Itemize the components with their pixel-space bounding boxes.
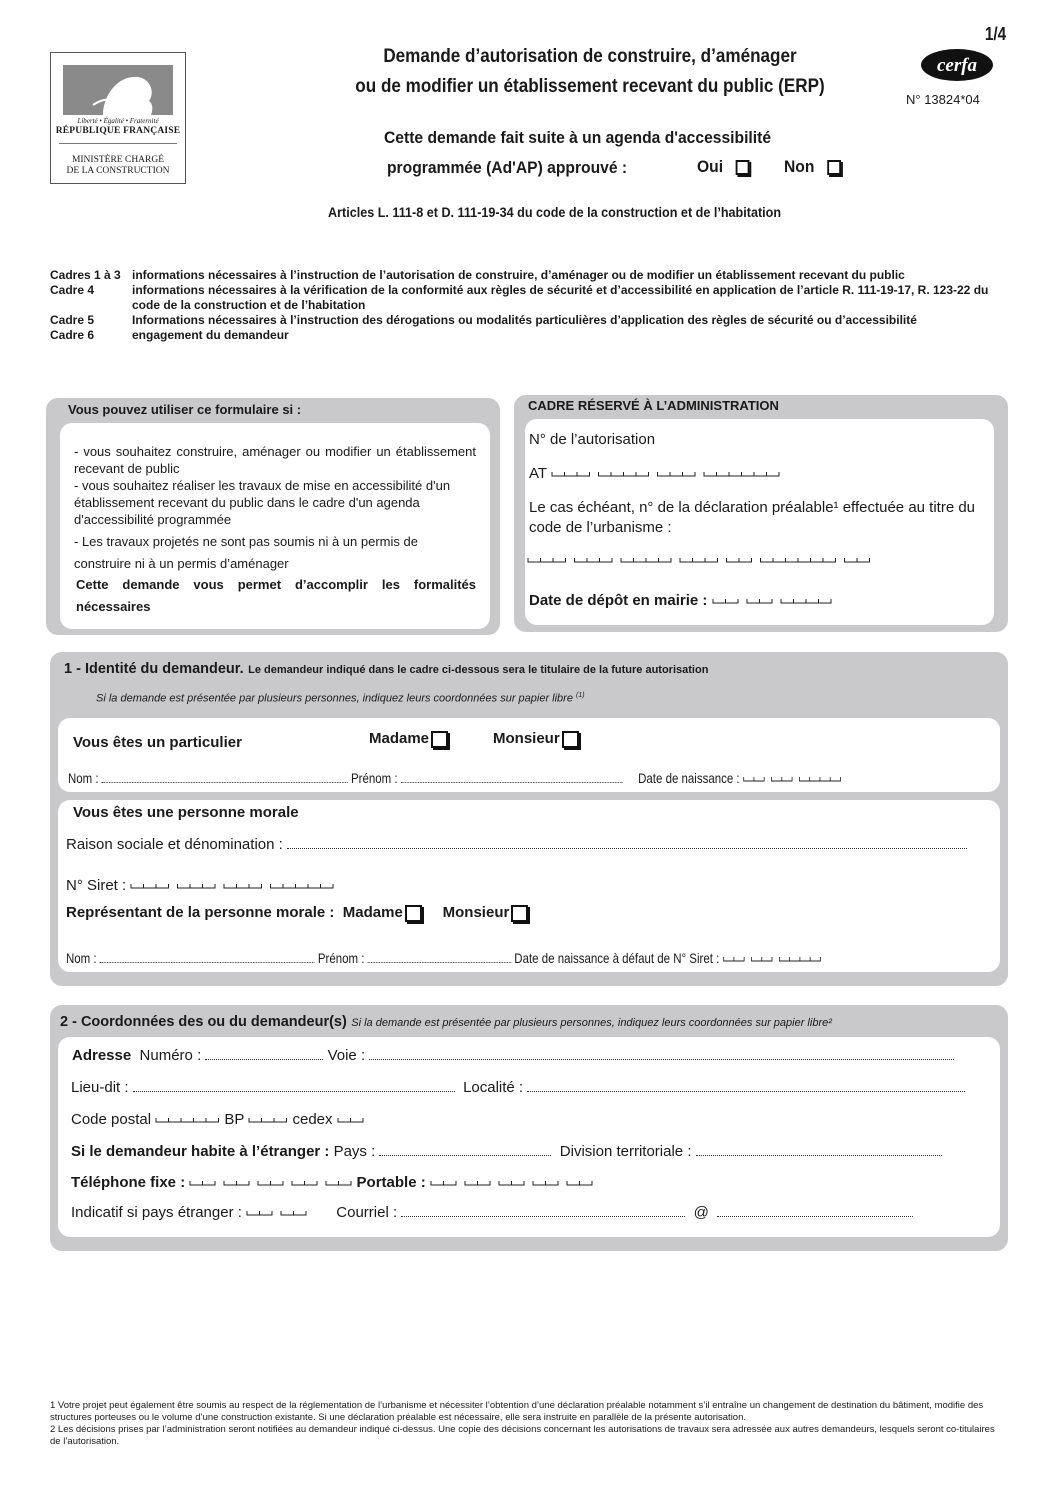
- char-cell: [477, 1181, 490, 1185]
- char-cell: [621, 558, 634, 562]
- adap-oui-checkbox[interactable]: [736, 160, 750, 175]
- morale-madame-label: Madame: [342, 904, 403, 921]
- division-field[interactable]: [696, 1145, 942, 1156]
- char-cell: [224, 884, 237, 888]
- telephone-row: [71, 1174, 593, 1191]
- footnote-2: 2 Les décisions prises par l’administration seront notifiées au demandeur indiqué ci-dessus. Une copie des décisions concernant les autorisations de travaux sera adressée aux autres demandeurs, lesquels seront co-titulaires de l’autorisation.: [50, 1424, 995, 1447]
- char-cell: [260, 1211, 273, 1215]
- char-cell: [249, 884, 262, 888]
- morale-nom-label: Nom :: [66, 950, 97, 966]
- particulier-nom-row: [68, 770, 841, 786]
- division-label: Division territoriale :: [559, 1143, 692, 1160]
- particulier-nom-field[interactable]: [102, 772, 348, 783]
- char-cell: [271, 884, 284, 888]
- char-cell: [292, 1181, 305, 1185]
- courriel-label: Courriel :: [336, 1204, 398, 1221]
- section1-header: [64, 660, 708, 678]
- char-cell: [646, 558, 659, 562]
- char-cell: [564, 472, 577, 476]
- char-cell: [747, 599, 760, 603]
- char-cell: [274, 1118, 287, 1122]
- char-cell: [713, 599, 726, 603]
- char-cell: [823, 558, 836, 562]
- morale-representant-row: [66, 904, 528, 922]
- logo-republic: RÉPUBLIQUE FRANÇAISE: [55, 126, 181, 136]
- usage-title: Vous pouvez utiliser ce formulaire si :: [68, 402, 302, 417]
- republic-logo: [50, 52, 186, 184]
- char-cell: [704, 472, 717, 476]
- section2-panel: [50, 1005, 1008, 1251]
- section1-panel: [50, 652, 1008, 986]
- morale-raison-field[interactable]: [287, 838, 967, 849]
- char-cell: [793, 599, 806, 603]
- codepostal-boxes[interactable]: [155, 1111, 220, 1128]
- particulier-nom-label: Nom :: [68, 770, 99, 786]
- char-cell: [431, 1181, 444, 1185]
- char-cell: [771, 777, 781, 781]
- localite-field[interactable]: [527, 1081, 965, 1092]
- char-cell: [818, 599, 831, 603]
- char-cell: [786, 558, 799, 562]
- section1-title: 1 - Identité du demandeur.: [64, 661, 244, 677]
- char-cell: [761, 957, 771, 961]
- char-cell: [761, 558, 774, 562]
- courriel-at-sign: @: [693, 1204, 709, 1221]
- char-cell: [262, 1118, 275, 1122]
- admin-declaration: Le cas échéant, n° de la déclaration préalable¹ effectuée au titre du code de l’urbanisme :: [529, 499, 976, 536]
- morale-monsieur-checkbox[interactable]: [511, 905, 528, 922]
- cadre-row: Cadre 4 informations nécessaires à la vérification de la conformité aux règles de sécurité et d’accessibilité en application de l’article R. 111-19-17, R. 123-22 du code de la construction et de l’habitation: [50, 283, 989, 312]
- particulier-box: [58, 718, 1000, 792]
- cadres-legend: [50, 268, 1012, 343]
- telephone-label: Téléphone fixe :: [71, 1174, 186, 1191]
- char-cell: [680, 558, 693, 562]
- admin-panel: [514, 395, 1008, 632]
- char-cell: [734, 957, 744, 961]
- char-cell: [144, 884, 157, 888]
- char-cell: [249, 1118, 262, 1122]
- char-cell: [845, 558, 858, 562]
- char-cell: [857, 558, 870, 562]
- char-cell: [744, 777, 754, 781]
- portable-label: Portable :: [356, 1174, 426, 1191]
- morale-raison-label: Raison sociale et dénomination :: [66, 836, 283, 853]
- morale-label: Vous êtes une personne morale: [73, 804, 299, 821]
- pays-field[interactable]: [379, 1145, 551, 1156]
- char-cell: [528, 558, 541, 562]
- char-cell: [779, 957, 789, 961]
- char-cell: [294, 1211, 307, 1215]
- char-cell: [283, 884, 296, 888]
- char-cell: [579, 1181, 592, 1185]
- courriel-domain-field[interactable]: [717, 1206, 913, 1217]
- char-cell: [789, 957, 799, 961]
- lieudit-field[interactable]: [133, 1081, 455, 1092]
- portable-boxes[interactable]: [430, 1174, 593, 1191]
- char-cell: [693, 558, 706, 562]
- char-cell: [800, 957, 810, 961]
- voie-field[interactable]: [369, 1049, 954, 1060]
- adresse-label: Adresse: [72, 1047, 132, 1064]
- usage-note: Cette demande vous permet d’accomplir les formalités nécessaires: [76, 577, 476, 614]
- particulier-prenom-label: Prénom :: [351, 770, 398, 786]
- adap-line2: programmée (Ad'AP) approuvé :: [387, 158, 628, 177]
- char-cell: [577, 472, 590, 476]
- char-cell: [773, 558, 786, 562]
- char-cell: [657, 472, 670, 476]
- admin-at-field: [529, 465, 780, 482]
- usage-panel: [46, 398, 500, 635]
- usage-content: [60, 423, 490, 629]
- admin-title: CADRE RÉSERVÉ À L’ADMINISTRATION: [528, 398, 779, 413]
- char-cell: [258, 1181, 271, 1185]
- logo-motto: Liberté • Égalité • Fraternité: [77, 117, 159, 125]
- lieudit-label: Lieu-dit :: [71, 1079, 129, 1096]
- char-cell: [169, 1118, 182, 1122]
- cedex-boxes[interactable]: [337, 1111, 364, 1128]
- char-cell: [305, 1181, 318, 1185]
- bp-boxes[interactable]: [248, 1111, 288, 1128]
- admin-content: [525, 419, 994, 625]
- char-cell: [203, 1181, 216, 1185]
- voie-label: Voie :: [327, 1047, 366, 1064]
- adap-non: [784, 157, 841, 177]
- char-cell: [190, 1181, 203, 1185]
- footnote-1: 1 Votre projet peut également être soumis au respect de la réglementation de l’urbanisme et nécessiter l’obtention d’une déclaration préalable notamment s’il entraîne un changement de destination du bâtiment, modifie des structures porteuses ou le volume d’une construction existante. Si une déclaration préalable est nécessaire, elle sera instruite en parallèle de la présente autorisation.: [50, 1400, 984, 1423]
- char-cell: [754, 777, 764, 781]
- char-cell: [247, 1211, 260, 1215]
- char-cell: [206, 1118, 219, 1122]
- char-cell: [781, 599, 794, 603]
- lieudit-row: [71, 1079, 965, 1096]
- char-cell: [181, 1118, 194, 1122]
- char-cell: [587, 558, 600, 562]
- char-cell: [670, 472, 683, 476]
- bp-label: BP: [224, 1111, 245, 1128]
- char-cell: [271, 1181, 284, 1185]
- char-cell: [203, 884, 216, 888]
- section1-subtitle: Le demandeur indiqué dans le cadre ci-dessous sera le titulaire de la future autorisation: [248, 664, 709, 676]
- adap-oui-label: Oui: [697, 157, 724, 176]
- char-cell: [727, 558, 740, 562]
- logo-ministry: [51, 155, 185, 177]
- char-cell: [729, 472, 742, 476]
- admin-depot-date: [529, 592, 832, 609]
- marianne-icon: [63, 65, 173, 115]
- char-cell: [623, 472, 636, 476]
- char-cell: [194, 1118, 207, 1122]
- admin-depot-label: Date de dépôt en mairie :: [529, 592, 708, 609]
- adap-line1: Cette demande fait suite à un agenda d'accessibilité: [384, 128, 772, 147]
- char-cell: [725, 599, 738, 603]
- char-cell: [682, 472, 695, 476]
- particulier-monsieur: Monsieur: [493, 730, 579, 748]
- char-cell: [156, 1118, 169, 1122]
- char-cell: [237, 884, 250, 888]
- char-cell: [811, 558, 824, 562]
- char-cell: [131, 884, 144, 888]
- usage-item-1: - vous souhaitez construire, aménager ou modifier un établissement recevant de public: [74, 444, 476, 476]
- particulier-prenom-field[interactable]: [401, 772, 622, 783]
- char-cell: [741, 472, 754, 476]
- cerfa-logo: [920, 48, 994, 82]
- morale-naissance-label: Date de naissance à défaut de N° Siret :: [514, 950, 720, 966]
- char-cell: [350, 1118, 363, 1122]
- char-cell: [759, 599, 772, 603]
- morale-siret-row: [66, 877, 334, 894]
- char-cell: [237, 1181, 250, 1185]
- char-cell: [553, 558, 566, 562]
- char-cell: [598, 472, 611, 476]
- morale-siret-label: N° Siret :: [66, 877, 127, 894]
- section2-content: [58, 1037, 1000, 1237]
- morale-prenom-label: Prénom :: [317, 950, 365, 966]
- char-cell: [511, 1181, 524, 1185]
- page-number: 1/4: [984, 24, 1007, 44]
- char-cell: [820, 777, 830, 781]
- indicatif-boxes[interactable]: [246, 1204, 307, 1221]
- form-title-line1: Demande d’autorisation de construire, d’aménager: [383, 46, 797, 67]
- codepostal-row: [71, 1111, 364, 1128]
- char-cell: [156, 884, 169, 888]
- char-cell: [723, 957, 733, 961]
- char-cell: [575, 558, 588, 562]
- localite-label: Localité :: [463, 1079, 524, 1096]
- char-cell: [338, 1118, 351, 1122]
- char-cell: [830, 777, 840, 781]
- cadre-row: Cadre 5 Informations nécessaires à l’instruction des dérogations ou modalités particulières d’application des règles de sécurité ou d’accessibilité: [50, 313, 917, 327]
- admin-depot-boxes[interactable]: [712, 592, 832, 609]
- cedex-label: cedex: [292, 1111, 333, 1128]
- adresse-row: [72, 1047, 954, 1064]
- admin-at-boxes[interactable]: [551, 465, 780, 482]
- char-cell: [541, 558, 554, 562]
- char-cell: [321, 884, 334, 888]
- admin-auth-number: N° de l’autorisation: [529, 431, 656, 448]
- char-cell: [224, 1181, 237, 1185]
- char-cell: [798, 558, 811, 562]
- morale-nom-field[interactable]: [100, 952, 315, 963]
- numero-field[interactable]: [205, 1049, 323, 1060]
- char-cell: [636, 472, 649, 476]
- particulier-naissance-label: Date de naissance :: [638, 770, 740, 786]
- etranger-label: Si le demandeur habite à l’étranger :: [71, 1143, 330, 1160]
- telephone-boxes[interactable]: [189, 1174, 352, 1191]
- char-cell: [465, 1181, 478, 1185]
- char-cell: [799, 777, 809, 781]
- morale-nom-row: [66, 950, 821, 966]
- indicatif-row: [71, 1204, 913, 1221]
- ministry-line1: MINISTÈRE CHARGÉ: [71, 155, 165, 165]
- cerfa-logo-text: cerfa: [936, 55, 978, 76]
- char-cell: [810, 957, 820, 961]
- char-cell: [533, 1181, 546, 1185]
- morale-monsieur-label: Monsieur: [442, 904, 510, 921]
- admin-decl-number: [527, 551, 871, 568]
- char-cell: [806, 599, 819, 603]
- morale-naissance-boxes[interactable]: [722, 950, 820, 966]
- char-cell: [281, 1211, 294, 1215]
- morale-box: [58, 800, 1000, 972]
- section2-note: Si la demande est présentée par plusieurs personnes, indiquez leurs coordonnées sur papier libre²: [351, 1017, 832, 1029]
- particulier-naissance-boxes[interactable]: [743, 770, 841, 786]
- courriel-field[interactable]: [401, 1206, 685, 1217]
- articles-reference: Articles L. 111-8 et D. 111-19-34 du code de la construction et de l’habitation: [328, 204, 782, 220]
- section2-title: 2 - Coordonnées des ou du demandeur(s): [60, 1014, 347, 1030]
- form-title-line2: ou de modifier un établissement recevant du public (ERP): [355, 76, 825, 97]
- char-cell: [766, 472, 779, 476]
- adap-non-checkbox[interactable]: [827, 160, 841, 175]
- ministry-line2: DE LA CONSTRUCTION: [66, 166, 170, 176]
- char-cell: [634, 558, 647, 562]
- char-cell: [545, 1181, 558, 1185]
- cadre-row: Cadre 6 engagement du demandeur: [50, 328, 289, 342]
- morale-madame-checkbox[interactable]: [405, 905, 422, 922]
- admin-decl-boxes[interactable]: [527, 551, 871, 568]
- pays-label: Pays :: [333, 1143, 376, 1160]
- char-cell: [499, 1181, 512, 1185]
- numero-label: Numéro :: [139, 1047, 202, 1064]
- morale-siret-boxes[interactable]: [130, 877, 334, 894]
- cerfa-number: N° 13824*04: [906, 92, 980, 107]
- char-cell: [751, 957, 761, 961]
- usage-item-3: - Les travaux projetés ne sont pas soumis ni à un permis de construire ni à un permis d’aménager: [74, 534, 418, 571]
- char-cell: [552, 472, 565, 476]
- char-cell: [754, 472, 767, 476]
- char-cell: [178, 884, 191, 888]
- char-cell: [339, 1181, 352, 1185]
- codepostal-label: Code postal: [71, 1111, 152, 1128]
- char-cell: [810, 777, 820, 781]
- logo-divider: [59, 143, 177, 144]
- char-cell: [659, 558, 672, 562]
- particulier-madame-checkbox[interactable]: [431, 731, 448, 748]
- char-cell: [739, 558, 752, 562]
- footnotes: [50, 1400, 1000, 1448]
- cadre-row: Cadres 1 à 3 informations nécessaires à l’instruction de l’autorisation de construire, d’aménager ou de modifier un établissement recevant du public: [50, 268, 905, 282]
- indicatif-label: Indicatif si pays étranger :: [71, 1204, 242, 1221]
- char-cell: [567, 1181, 580, 1185]
- adap-oui: [697, 157, 750, 177]
- char-cell: [782, 777, 792, 781]
- particulier-monsieur-checkbox[interactable]: [562, 731, 579, 748]
- char-cell: [296, 884, 309, 888]
- section2-header: [60, 1013, 832, 1031]
- char-cell: [190, 884, 203, 888]
- char-cell: [308, 884, 321, 888]
- char-cell: [611, 472, 624, 476]
- etranger-row: [71, 1143, 942, 1160]
- char-cell: [326, 1181, 339, 1185]
- char-cell: [600, 558, 613, 562]
- particulier-label: Vous êtes un particulier: [73, 734, 242, 751]
- morale-representant-label: Représentant de la personne morale :: [66, 904, 335, 921]
- admin-at-label: AT: [529, 465, 547, 482]
- usage-item-2: - vous souhaitez réaliser les travaux de mise en accessibilité d'un établissement recevant du public dans le cadre d'un agenda d'accessibilité programmée: [74, 478, 451, 527]
- char-cell: [716, 472, 729, 476]
- char-cell: [705, 558, 718, 562]
- section1-note: Si la demande est présentée par plusieurs personnes, indiquez leurs coordonnées sur papier libre $^{(1)}$: [96, 692, 585, 705]
- char-cell: [443, 1181, 456, 1185]
- adap-non-label: Non: [784, 157, 815, 176]
- morale-prenom-field[interactable]: [368, 952, 512, 963]
- particulier-madame: Madame: [369, 730, 448, 748]
- morale-raison-row: [66, 836, 967, 853]
